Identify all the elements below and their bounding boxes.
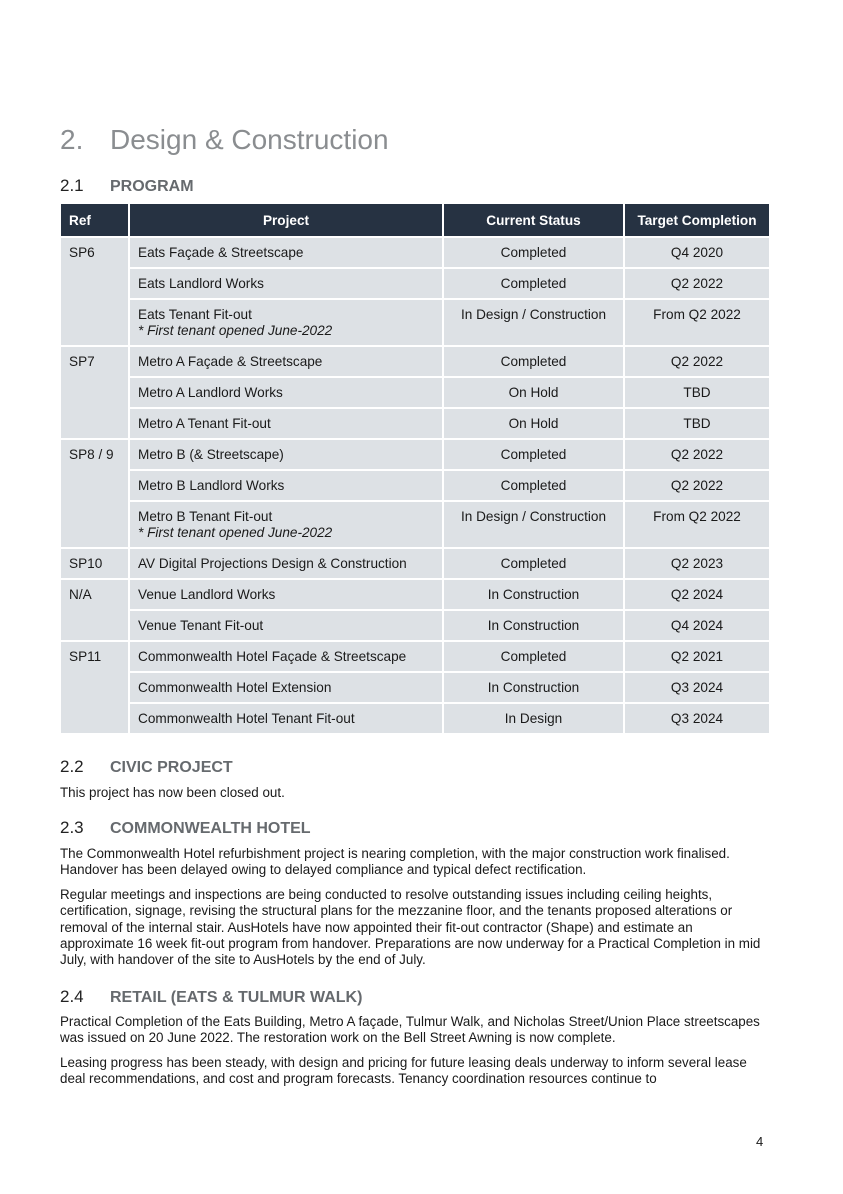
cell-status: Completed — [443, 439, 624, 470]
cell-target: Q2 2021 — [624, 641, 769, 672]
cell-status: Completed — [443, 346, 624, 377]
cell-target: Q4 2024 — [624, 610, 769, 641]
table-row — [61, 299, 769, 346]
project-note: * First tenant opened June-2022 — [138, 323, 333, 338]
cell-project — [129, 548, 443, 579]
chapter-number: 2. — [60, 124, 84, 155]
chapter-heading — [60, 124, 389, 156]
cell-ref: N/A — [61, 579, 129, 641]
table-row — [61, 377, 769, 408]
cell-status: In Design / Construction — [443, 501, 624, 548]
cell-project — [129, 641, 443, 672]
table-row — [61, 408, 769, 439]
paragraph: This project has now been closed out. — [60, 785, 285, 800]
page-number: 4 — [756, 1134, 764, 1149]
project-name: Venue Tenant Fit-out — [138, 618, 264, 633]
cell-project — [129, 299, 443, 346]
cell-project — [129, 377, 443, 408]
project-name: Metro B Tenant Fit-out — [138, 509, 273, 524]
table-row — [61, 470, 769, 501]
program-table — [61, 204, 769, 733]
cell-target: Q2 2023 — [624, 548, 769, 579]
section-title: PROGRAM — [110, 178, 194, 195]
cell-project — [129, 237, 443, 268]
cell-project — [129, 439, 443, 470]
cell-target: From Q2 2022 — [624, 299, 769, 346]
project-name: Commonwealth Hotel Tenant Fit-out — [138, 711, 355, 726]
cell-ref: SP10 — [61, 548, 129, 579]
table-row — [61, 703, 769, 733]
cell-project — [129, 672, 443, 703]
cell-target: Q2 2024 — [624, 579, 769, 610]
cell-status: In Design — [443, 703, 624, 733]
paragraph: The Commonwealth Hotel refurbishment project is nearing completion, with the major construction work finalised. Handover has been delayed owing to delayed compliance and typical defect rectification. — [60, 846, 730, 878]
project-name: Eats Tenant Fit-out — [138, 307, 252, 322]
cell-status: In Construction — [443, 579, 624, 610]
cell-target: Q2 2022 — [624, 346, 769, 377]
section-heading-retail — [60, 987, 362, 1007]
cell-project — [129, 470, 443, 501]
cell-ref: SP11 — [61, 641, 129, 733]
paragraph: Regular meetings and inspections are being conducted to resolve outstanding issues including ceiling heights, certification, signage, revising the structural plans for the mezzanine floor, and the tenants proposed alterations or removal of the internal stair. AusHotels have now appointed their fit-out contractor (Shape) and estimate an approximate 16 week fit-out program from handover. Preparations are now underway for a Practical Completion in mid July, with handover of the site to AusHotels by the end of July. — [60, 887, 761, 968]
section-number: 2.1 — [60, 176, 84, 195]
section-heading-civic — [60, 757, 233, 777]
cell-target: Q2 2022 — [624, 439, 769, 470]
cell-ref: SP6 — [61, 237, 129, 346]
column-header-ref: Ref — [61, 204, 129, 237]
chapter-title: Design & Construction — [110, 124, 389, 155]
project-name: Metro B Landlord Works — [138, 478, 285, 493]
paragraph: Practical Completion of the Eats Building, Metro A façade, Tulmur Walk, and Nicholas Street/Union Place streetscapes was issued on 20 June 2022. The restoration work on the Bell Street Awning is now complete. — [60, 1014, 760, 1046]
cell-project — [129, 579, 443, 610]
cell-status: Completed — [443, 237, 624, 268]
section-title: CIVIC PROJECT — [110, 759, 233, 776]
table-row — [61, 346, 769, 377]
project-name: Metro A Landlord Works — [138, 385, 283, 400]
cell-project — [129, 610, 443, 641]
project-name: Metro A Façade & Streetscape — [138, 354, 323, 369]
table-row — [61, 439, 769, 470]
project-name: Metro B (& Streetscape) — [138, 447, 284, 462]
cell-project — [129, 268, 443, 299]
table-row — [61, 610, 769, 641]
cell-target: Q2 2022 — [624, 268, 769, 299]
cell-status: In Design / Construction — [443, 299, 624, 346]
section-number: 2.3 — [60, 818, 84, 837]
cell-target: TBD — [624, 408, 769, 439]
project-name: Commonwealth Hotel Façade & Streetscape — [138, 649, 407, 664]
table-row — [61, 501, 769, 548]
cell-project — [129, 408, 443, 439]
section-heading-commonwealth-hotel — [60, 818, 311, 838]
cell-project — [129, 703, 443, 733]
cell-target: Q3 2024 — [624, 672, 769, 703]
cell-ref: SP8 / 9 — [61, 439, 129, 548]
cell-ref: SP7 — [61, 346, 129, 439]
cell-status: On Hold — [443, 377, 624, 408]
table-row — [61, 641, 769, 672]
column-header-project: Project — [129, 204, 443, 237]
cell-status: In Construction — [443, 672, 624, 703]
section-number: 2.2 — [60, 757, 84, 776]
column-header-status: Current Status — [443, 204, 624, 237]
cell-status: Completed — [443, 641, 624, 672]
table-row — [61, 237, 769, 268]
project-name: Venue Landlord Works — [138, 587, 276, 602]
table-row — [61, 548, 769, 579]
cell-status: Completed — [443, 268, 624, 299]
cell-target: Q3 2024 — [624, 703, 769, 733]
cell-target: Q2 2022 — [624, 470, 769, 501]
cell-status: Completed — [443, 548, 624, 579]
section-title: COMMONWEALTH HOTEL — [110, 820, 311, 837]
table-row — [61, 672, 769, 703]
cell-status: On Hold — [443, 408, 624, 439]
column-header-target: Target Completion — [624, 204, 769, 237]
project-name: Metro A Tenant Fit-out — [138, 416, 271, 431]
table-row — [61, 579, 769, 610]
cell-target: Q4 2020 — [624, 237, 769, 268]
section-number: 2.4 — [60, 987, 84, 1006]
cell-project — [129, 501, 443, 548]
project-name: Eats Façade & Streetscape — [138, 245, 304, 260]
section-title: RETAIL (EATS & TULMUR WALK) — [110, 989, 363, 1006]
project-name: AV Digital Projections Design & Construction — [138, 556, 407, 571]
project-name: Commonwealth Hotel Extension — [138, 680, 332, 695]
table-header-row — [61, 204, 769, 237]
section-heading-program — [60, 176, 194, 196]
project-note: * First tenant opened June-2022 — [138, 525, 333, 540]
cell-status: Completed — [443, 470, 624, 501]
cell-target: TBD — [624, 377, 769, 408]
paragraph: Leasing progress has been steady, with design and pricing for future leasing deals underway to inform several lease deal recommendations, and cost and program forecasts. Tenancy coordination resources continue to — [60, 1055, 747, 1087]
cell-status: In Construction — [443, 610, 624, 641]
cell-project — [129, 346, 443, 377]
cell-target: From Q2 2022 — [624, 501, 769, 548]
project-name: Eats Landlord Works — [138, 276, 264, 291]
table-row — [61, 268, 769, 299]
